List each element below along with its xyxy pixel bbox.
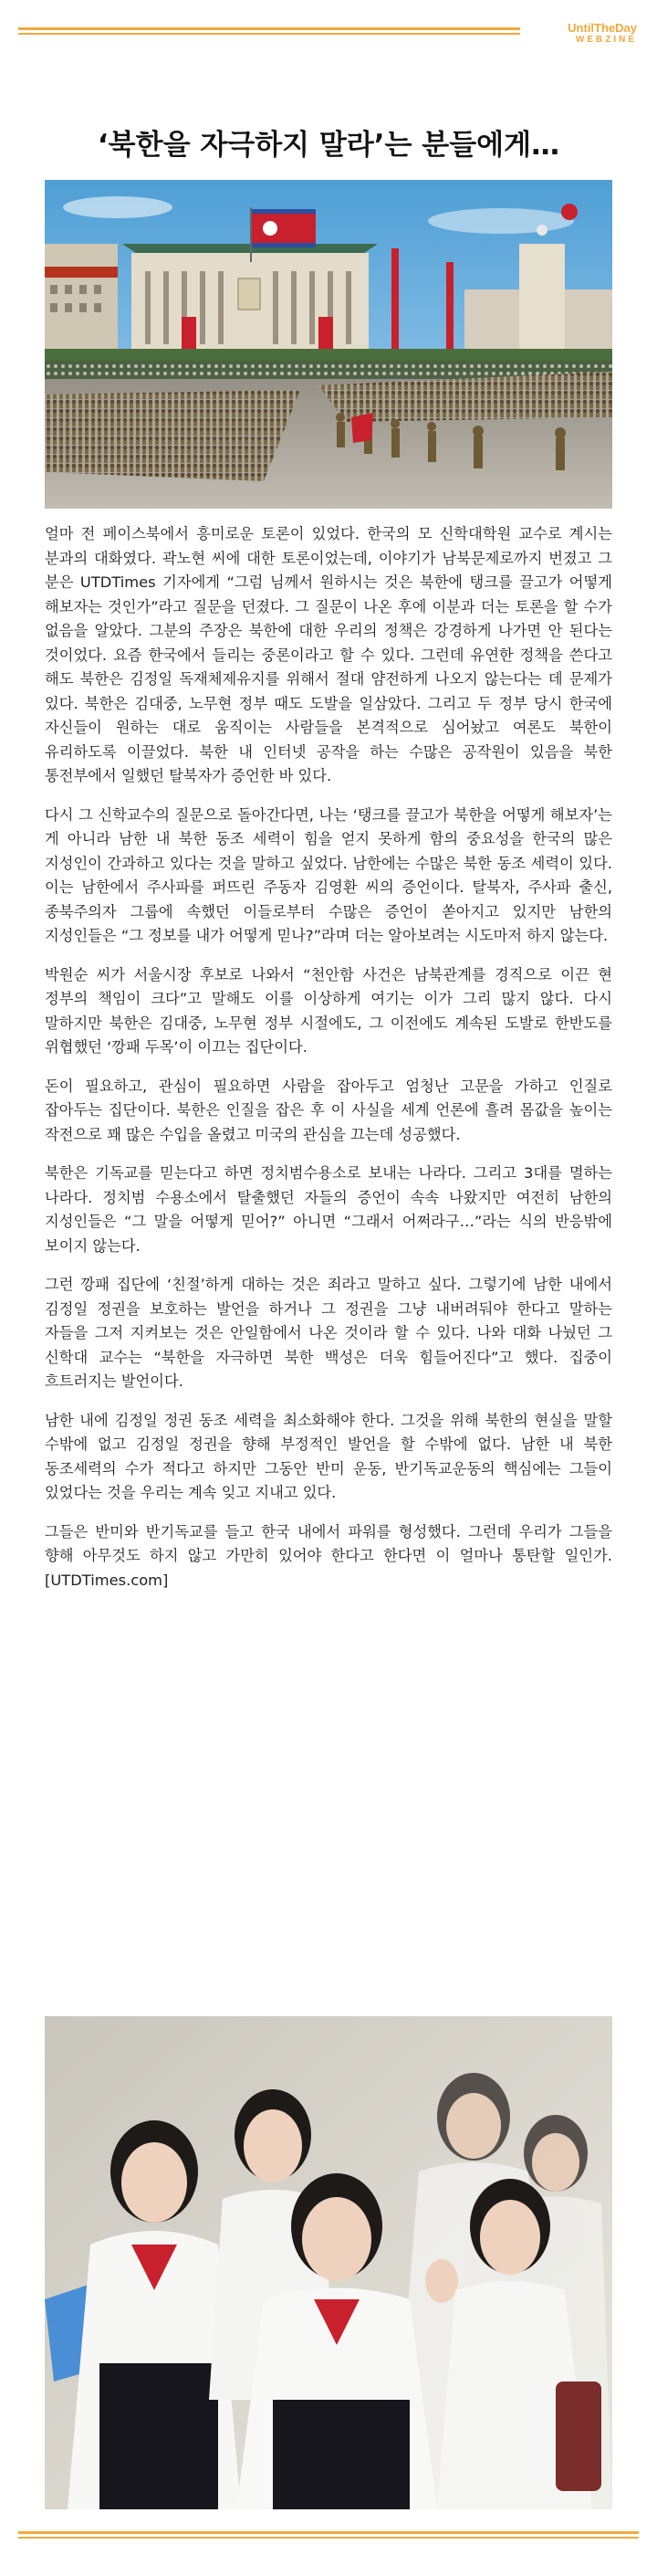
paragraph: 얼마 전 페이스북에서 흥미로운 토론이 있었다. 한국의 모 신학대학원 교수로 계시는 분과의 대화였다. 곽노현 씨에 대한 토론이었는데, 이야기가 남북문제로까지 번졌고 그 분은 UTDTimes 기자에게 “그럼 님께서 원하시는 것은 북한에 탱크를 끌고가 어떻게 해보자는 것인가”라고 질문을 던졌다. 그 질문이 나온 후에 이분과 더는 토론을 할 수가 없음을 알았다. 그분의 주장은 북한에 대한 우리의 정책은 강경하게 나가면 안 된다는 것이었다. 요즘 한국에서 들리는 중론이라고 할 수 있다. 그런데 유연한 정책을 쓴다고 해도 북한은 김정일 독재체제유지를 위해서 절대 얌전하게 나오지 않는다는 데 문제가 있다. 북한은 김대중, 노무현 정부 때도 도발을 일삼았다. 그리고 두 정부 당시 한국에 자신들이 원하는 대로 움직이는 사람들을 본격적으로 심어놨고 여론도 북한이 유리하도록 이끌었다. 북한 내 인터넷 공작을 하는 수많은 공작원이 있음을 북한 통전부에서 일했던 탈북자가 증언한 바 있다. — [45, 525, 612, 784]
paragraph: 그런 깡패 집단에 ‘친절’하게 대하는 것은 죄라고 말하고 싶다. 그렇기에 남한 내에서 김정일 정권을 보호하는 발언을 하거나 그 정권을 그냥 내버려둬야 한다고 말하는 자들을 그저 지켜보는 것은 안일함에서 나온 것이라 할 수 있다. 나와 대화 나눴던 그 신학대 교수는 “북한을 자극하면 북한 백성은 더욱 힘들어진다”고 했다. 집중이 흐트러지는 발언이다. — [45, 1276, 612, 1390]
paragraph: 그들은 반미와 반기독교를 들고 한국 내에서 파워를 형성했다. 그런데 우리가 그들을 향해 아무것도 하지 않고 가만히 있어야 한다고 한다면 이 얼마나 통탄할 일인가. [UTDTimes.com] — [45, 1522, 612, 1589]
article-title: ‘북한을 자극하지 말라’는 분들에게… — [97, 128, 560, 162]
cheerleaders-icon — [45, 2016, 612, 2509]
paragraph: 돈이 필요하고, 관심이 필요하면 사람을 잡아두고 엄청난 고문을 가하고 인질로 잡아두는 집단이다. 북한은 인질을 잡은 후 이 사실을 세계 언론에 흘려 몸값을 높이는 작전으로 꽤 많은 수입을 올렸고 미국의 관심을 끄는데 성공했다. — [45, 1077, 612, 1143]
footer-rule — [18, 2531, 639, 2534]
parade-photo — [45, 180, 612, 509]
brand-name: UntilTheDay — [568, 21, 637, 35]
paragraph: 남한 내에 김정일 정권 동조 세력을 최소화해야 한다. 그것을 위해 북한의 현실을 말할 수밖에 없고 김정일 정권을 향해 부정적인 발언을 할 수밖에 없다. 남한 내 북한 동조세력의 수가 적다고 하지만 그동안 반미 운동, 반기독교운동의 핵심에는 그들이 있었다는 것을 우리는 계속 잊고 지내고 있다. — [45, 1411, 612, 1501]
parade-icon — [45, 180, 612, 509]
paragraph: 박원순 씨가 서울시장 후보로 나와서 “천안함 사건은 남북관계를 경직으로 이끈 현 정부의 책임이 크다”고 말해도 이를 이상하게 여기는 이가 그리 많지 않다. 다시 말하지만 북한은 김대중, 노무현 정부 시절에도, 그 이전에도 계속된 도발로 한반도를 위협했던 ‘깡패 두목’이 이끄는 집단이다. — [45, 965, 612, 1056]
article-body — [45, 522, 612, 1607]
brand-subtitle: WEBZINE — [575, 35, 637, 45]
header-rule — [18, 27, 520, 30]
paragraph: 북한은 기독교를 믿는다고 하면 정치범수용소로 보내는 나라다. 그리고 3대를 멸하는 나라다. 정치범 수용소에서 탈출했던 자들의 증언이 속속 나왔지만 여전히 남한의 지성인들은 “그 말을 어떻게 믿어?” 아니면 “그래서 어쩌라구…”라는 식의 반응밖에 보이지 않는다. — [45, 1164, 612, 1255]
footer-rule-thin — [18, 2537, 639, 2539]
cheerleaders-photo — [45, 2016, 612, 2509]
brand-logo — [568, 22, 637, 46]
header-rule-thin — [18, 33, 520, 35]
paragraph: 다시 그 신학교수의 질문으로 돌아간다면, 나는 ‘탱크를 끌고가 북한을 어떻게 해보자’는 게 아니라 남한 내 북한 동조 세력이 힘을 얻지 못하게 함의 중요성을 한국의 많은 지성인이 간과하고 있다는 것을 말하고 싶었다. 남한에는 수많은 북한 동조 세력이 있다. 이는 남한에서 주사파를 퍼뜨린 주동자 김영환 씨의 증언이다. 탈북자, 주사파 출신, 종북주의자 그룹에 속했던 이들로부터 수많은 증언이 쏟아지고 있지만 남한의 지성인들은 “그 정보를 내가 어떻게 믿나?”라며 더는 알아보려는 시도마저 하지 않는다. — [45, 805, 612, 944]
